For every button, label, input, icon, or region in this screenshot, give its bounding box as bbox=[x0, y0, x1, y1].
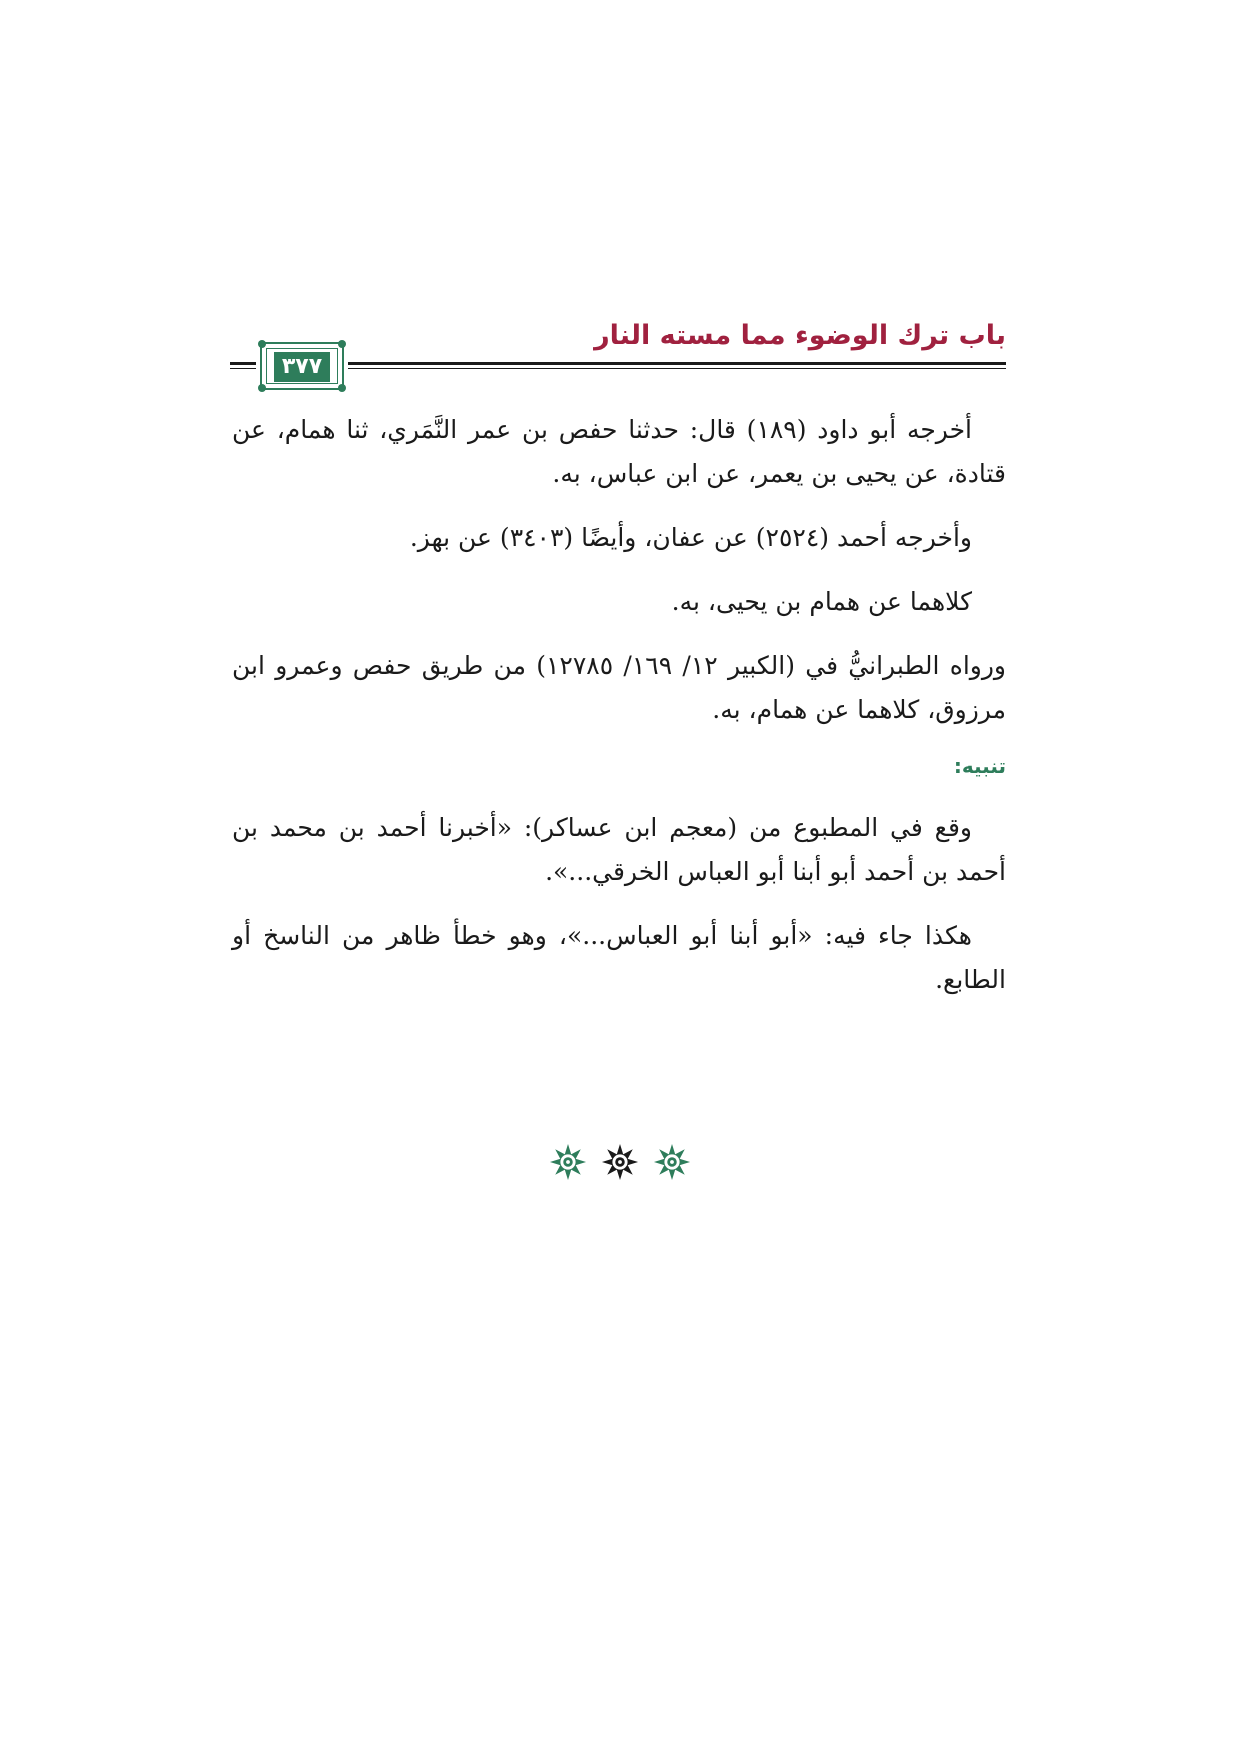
page-body bbox=[232, 408, 1006, 1022]
note-heading: تنبيه: bbox=[953, 754, 1006, 778]
note-paragraph: هكذا جاء فيه: «أبو أبنا أبو العباس...»، وهو خطأ ظاهر من الناسخ أو الطابع. bbox=[232, 921, 1006, 994]
frame-corner-ornament bbox=[258, 384, 266, 392]
star-flower-icon bbox=[549, 1143, 587, 1181]
body-paragraph: وأخرجه أحمد (٢٥٢٤) عن عفان، وأيضًا (٣٤٠٣) عن بهز. bbox=[409, 523, 972, 552]
frame-corner-ornament bbox=[258, 340, 266, 348]
page-number: ٣٧٧ bbox=[274, 352, 330, 382]
star-flower-icon bbox=[653, 1143, 691, 1181]
header-rule-right bbox=[348, 362, 1006, 369]
frame-corner-ornament bbox=[338, 384, 346, 392]
body-paragraph: كلاهما عن همام بن يحيى، به. bbox=[671, 587, 972, 616]
frame-corner-ornament bbox=[338, 340, 346, 348]
body-paragraph: ورواه الطبرانيُّ في (الكبير ١٢/ ١٦٩/ ١٢٧٨٥) من طريق حفص وعمرو ابن مرزوق، كلاهما عن همام، به. bbox=[232, 651, 1006, 724]
header-rule-left bbox=[230, 362, 256, 369]
chapter-title: باب ترك الوضوء مما مسته النار bbox=[594, 320, 1006, 351]
note-paragraph: وقع في المطبوع من (معجم ابن عساكر): «أخبرنا أحمد بن محمد بن أحمد بن أحمد أبو أبنا أبو العباس الخرقي...». bbox=[232, 813, 1006, 886]
star-flower-icon bbox=[601, 1143, 639, 1181]
section-end-ornaments bbox=[0, 1143, 1240, 1181]
page-header bbox=[230, 310, 1006, 380]
page-number-frame bbox=[260, 342, 344, 390]
body-paragraph: أخرجه أبو داود (١٨٩) قال: حدثنا حفص بن عمر النَّمَري، ثنا همام، عن قتادة، عن يحيى بن يعمر، عن ابن عباس، به. bbox=[232, 415, 1006, 488]
